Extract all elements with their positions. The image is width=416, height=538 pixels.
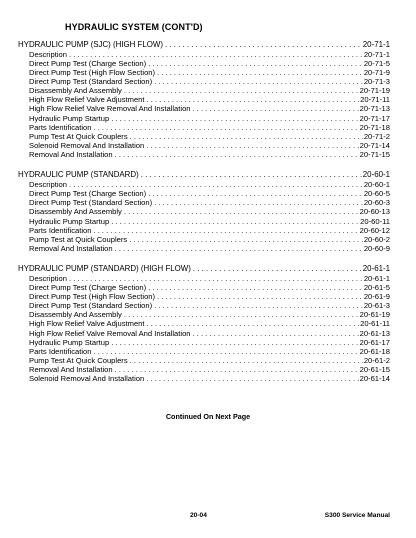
dot-leader: [152, 198, 364, 207]
dot-leader: [152, 77, 364, 86]
toc-entry-label: Parts Identification: [29, 346, 92, 356]
dot-leader: [139, 170, 363, 179]
toc-entry-label: Removal And Installation: [29, 365, 113, 375]
toc-entry-page: 20-60-5: [363, 189, 390, 199]
toc-entry-label: Direct Pump Test (High Flow Section): [29, 292, 156, 302]
toc-entry-label: Disassembly And Assembly: [29, 86, 122, 96]
toc-entry-page: 20-61-1: [362, 264, 390, 274]
toc-entry-page: 20-71-14: [359, 141, 390, 151]
toc-entry-page: 20-60-11: [360, 216, 390, 226]
toc-entry-label: Direct Pump Test (Standard Section): [29, 198, 153, 208]
toc-heading: [18, 264, 390, 273]
toc-entry-page: 20-71-3: [363, 77, 390, 87]
toc-entry-label: Description: [29, 49, 67, 59]
toc-entry: [18, 86, 390, 95]
toc-group: [18, 40, 390, 159]
section-title: HYDRAULIC SYSTEM (CONT'D): [65, 22, 203, 32]
toc-entry: [18, 274, 390, 283]
dot-leader: [146, 59, 364, 68]
dot-leader: [146, 283, 364, 292]
dot-leader: [191, 264, 363, 273]
toc-entry-page: 20-61-19: [359, 310, 390, 320]
toc-entry-label: High Flow Relief Valve Removal And Installation: [29, 328, 191, 338]
toc-entry: [18, 59, 390, 68]
toc-entry-label: Hydraulic Pump Startup: [29, 216, 110, 226]
toc-entry: [18, 217, 390, 226]
dot-leader: [113, 244, 364, 253]
toc-entry-page: 20-61-17: [359, 337, 390, 347]
toc-entry-page: 20-61-11: [360, 319, 390, 329]
toc-entry: [18, 180, 390, 189]
dot-leader: [163, 40, 363, 49]
dot-leader: [144, 374, 359, 383]
dot-leader: [191, 329, 360, 338]
toc-entry-label: Direct Pump Test (Standard Section): [29, 77, 153, 87]
toc-entry: [18, 292, 390, 301]
toc-entry-label: Removal And Installation: [29, 150, 113, 160]
dot-leader: [67, 50, 364, 59]
toc-entry: [18, 244, 390, 253]
dot-leader: [145, 319, 361, 328]
toc-entry-label: Direct Pump Test (High Flow Section): [29, 67, 156, 77]
toc-entry-page: 20-71-1: [362, 40, 390, 49]
toc-entry-page: 20-61-13: [359, 328, 390, 338]
toc-entry: [18, 283, 390, 292]
dot-leader: [152, 301, 364, 310]
toc-entry: [18, 301, 390, 310]
toc-entry-page: 20-61-3: [363, 301, 390, 311]
continued-notice: Continued On Next Page: [165, 412, 251, 421]
toc-entry-page: 20-60-3: [363, 198, 390, 208]
toc-entry-label: Description: [29, 273, 67, 283]
toc-entry-label: Removal And Installation: [29, 243, 113, 253]
toc-entry-page: 20-71-19: [359, 86, 390, 96]
toc-entry: [18, 50, 390, 59]
toc-entry: [18, 68, 390, 77]
toc-entry-label: Direct Pump Test (Charge Section): [29, 189, 147, 199]
dot-leader: [67, 274, 364, 283]
dot-leader: [122, 207, 360, 216]
toc-entry-page: 20-71-1: [363, 49, 390, 59]
toc-entry: [18, 365, 390, 374]
toc-entry-label: Hydraulic Pump Startup: [29, 113, 110, 123]
toc-entry: [18, 189, 390, 198]
toc-entry-label: HYDRAULIC PUMP (STANDARD) (HIGH FLOW): [18, 264, 191, 274]
toc-entry-page: 20-61-1: [363, 273, 390, 283]
toc-entry-label: Parts Identification: [29, 225, 92, 235]
toc-entry-page: 20-61-18: [359, 346, 390, 356]
toc-entry: [18, 104, 390, 113]
toc-entry: [18, 207, 390, 216]
toc-entry-label: Solenoid Removal And Installation: [29, 374, 145, 384]
toc-entry-page: 20-60-1: [362, 170, 390, 180]
dot-leader: [191, 104, 360, 113]
table-of-contents: [18, 40, 390, 394]
toc-entry: [18, 356, 390, 365]
toc-entry: [18, 95, 390, 104]
toc-entry-page: 20-71-2: [363, 131, 390, 141]
toc-entry-page: 20-60-12: [359, 225, 390, 235]
toc-entry-label: Pump Test At Quick Couplers: [29, 356, 128, 365]
toc-entry-label: HYDRAULIC PUMP (STANDARD): [18, 170, 139, 180]
dot-leader: [128, 356, 364, 365]
toc-entry-label: Direct Pump Test (Charge Section): [29, 58, 147, 68]
toc-entry-page: 20-71-11: [360, 95, 390, 105]
dot-leader: [91, 123, 359, 132]
dot-leader: [155, 292, 364, 301]
toc-heading: [18, 40, 390, 49]
toc-group: [18, 264, 390, 383]
toc-entry-page: 20-71-5: [363, 58, 390, 68]
toc-entry-label: Hydraulic Pump Startup: [29, 337, 110, 347]
toc-entry-label: Disassembly And Assembly: [29, 207, 122, 217]
toc-entry: [18, 77, 390, 86]
toc-entry-page: 20-61-5: [363, 282, 390, 292]
toc-entry-label: HYDRAULIC PUMP (SJC) (HIGH FLOW): [18, 40, 163, 49]
toc-entry: [18, 198, 390, 207]
toc-entry: [18, 114, 390, 123]
toc-entry: [18, 338, 390, 347]
dot-leader: [109, 217, 360, 226]
toc-entry-label: Parts Identification: [29, 122, 92, 132]
toc-entry-page: 20-60-2: [363, 234, 390, 244]
dot-leader: [144, 141, 359, 150]
toc-entry-label: Direct Pump Test (Standard Section): [29, 301, 153, 311]
dot-leader: [91, 226, 359, 235]
toc-entry: [18, 374, 390, 383]
toc-entry-label: Direct Pump Test (Charge Section): [29, 282, 147, 292]
dot-leader: [122, 86, 360, 95]
dot-leader: [128, 132, 364, 141]
toc-entry-label: Pump Test At Quick Couplers: [29, 131, 128, 141]
toc-heading: [18, 170, 390, 179]
toc-entry-page: 20-61-2: [363, 356, 390, 365]
toc-entry-page: 20-61-15: [359, 365, 390, 375]
dot-leader: [113, 150, 360, 159]
footer-manual-title: S300 Service Manual: [324, 512, 390, 519]
toc-entry-page: 20-61-9: [363, 292, 390, 302]
footer-page-number: 20-04: [190, 512, 207, 519]
toc-entry-page: 20-71-13: [359, 104, 390, 114]
dot-leader: [109, 114, 359, 123]
toc-entry: [18, 226, 390, 235]
dot-leader: [109, 338, 359, 347]
toc-entry: [18, 150, 390, 159]
toc-entry-label: High Flow Relief Valve Adjustment: [29, 319, 145, 329]
dot-leader: [67, 180, 364, 189]
toc-entry-page: 20-60-1: [363, 179, 390, 189]
dot-leader: [122, 310, 360, 319]
toc-entry-label: High Flow Relief Valve Adjustment: [29, 95, 145, 105]
toc-group: [18, 170, 390, 253]
toc-entry-page: 20-60-9: [363, 243, 390, 253]
toc-entry-label: High Flow Relief Valve Removal And Installation: [29, 104, 191, 114]
toc-entry-label: Pump Test at Quick Couplers: [29, 234, 128, 244]
toc-entry-page: 20-71-9: [363, 67, 390, 77]
dot-leader: [127, 235, 364, 244]
toc-entry: [18, 310, 390, 319]
toc-entry-page: 20-60-13: [359, 207, 390, 217]
toc-entry-page: 20-71-15: [359, 150, 390, 160]
toc-entry: [18, 141, 390, 150]
toc-entry: [18, 347, 390, 356]
toc-entry-label: Description: [29, 179, 67, 189]
toc-entry: [18, 132, 390, 141]
dot-leader: [145, 95, 361, 104]
toc-entry-page: 20-71-18: [359, 122, 390, 132]
toc-entry: [18, 235, 390, 244]
toc-entry-label: Disassembly And Assembly: [29, 310, 122, 320]
dot-leader: [146, 189, 364, 198]
toc-entry-page: 20-61-14: [359, 374, 390, 384]
dot-leader: [155, 68, 364, 77]
dot-leader: [113, 365, 360, 374]
toc-entry: [18, 329, 390, 338]
dot-leader: [91, 347, 359, 356]
toc-entry: [18, 123, 390, 132]
toc-entry: [18, 319, 390, 328]
toc-entry-label: Solenoid Removal And Installation: [29, 141, 145, 151]
toc-entry-page: 20-71-17: [359, 113, 390, 123]
